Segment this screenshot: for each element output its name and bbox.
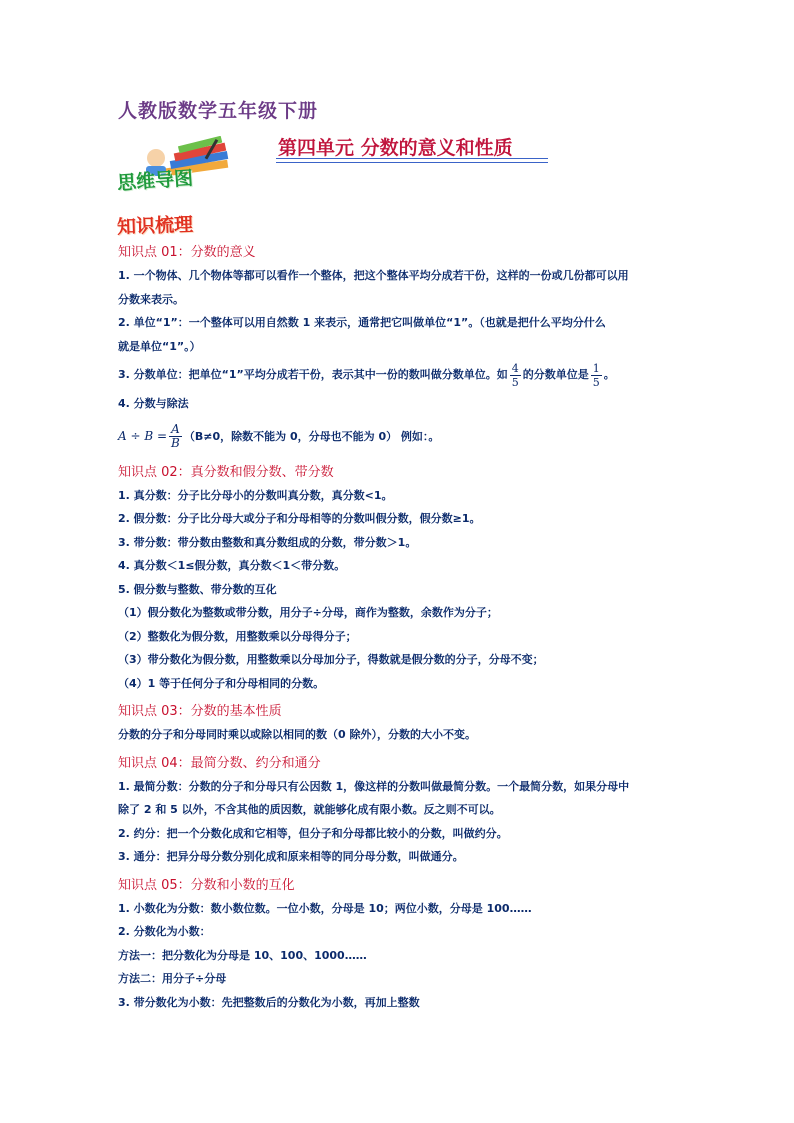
fraction-denominator: 5 [592,375,600,389]
kp2-line: 2. 假分数：分子比分母大或分子和分母相等的分数叫假分数，假分数≥1。 [118,512,481,525]
kp2-line: （3）带分数化为假分数，用整数乘以分母加分子，得数就是假分数的分子，分母不变； [118,653,544,666]
kp4-line: 1. 最简分数：分数的分子和分母只有公因数 1，像这样的分数叫做最简分数。一个最简分数，如果分母中 [118,779,630,793]
kp1-line-4: 4. 分数与除法 [118,397,189,410]
formula-fraction [169,423,182,450]
kp1-heading: 知识点 01：分数的意义 [118,245,256,260]
fraction-denominator: B [171,436,180,450]
kp1-line-1b: 分数来表示。 [118,292,184,306]
kp1-formula [118,416,678,456]
kp2-line: 4. 真分数＜1≤假分数，真分数＜1＜带分数。 [118,559,346,572]
kp2-line: （2）整数化为假分数，用整数乘以分母得分子； [118,629,357,643]
kp5-line: 2. 分数化为小数： [118,925,211,938]
fraction-denominator: 5 [511,375,519,389]
fraction-four-fifths [510,362,521,389]
kp2-line: （1）假分数化为整数或带分数，用分子÷分母，商作为整数，余数作为分子； [118,606,498,619]
knowledge-heading: 知识梳理 [116,213,194,239]
kp4-line: 3. 通分：把异分母分数分别化成和原来相等的同分母分数，叫做通分。 [118,850,464,863]
fraction-numerator: 1 [592,361,600,375]
kp5-heading: 知识点 05：分数和小数的互化 [118,877,295,893]
book-title: 人教版数学五年级下册 [118,100,319,122]
kp2-line: 5. 假分数与整数、带分数的互化 [118,582,277,596]
fraction-numerator: A [169,423,182,437]
fraction-numerator: 4 [511,361,519,375]
kp4-line: 2. 约分：把一个分数化成和它相等，但分子和分母都比较小的分数，叫做约分。 [118,826,508,840]
kp2-line: 1. 真分数：分子比分母小的分数叫真分数，真分数<1。 [118,488,393,502]
kp2-heading: 知识点 02：真分数和假分数、带分数 [118,464,334,480]
kp1-line-3 [118,358,678,392]
kp4-heading: 知识点 04：最简分数、约分和通分 [118,755,321,771]
formula-lhs: A ÷ B = [118,428,168,443]
kp2-line: （4）1 等于任何分子和分母相同的分数。 [118,676,325,690]
kp2-line: 3. 带分数：带分数由整数和真分数组成的分数，带分数＞1。 [118,535,417,549]
kp3-line: 分数的分子和分母同时乘以或除以相同的数（0 除外），分数的大小不变。 [118,728,476,741]
kp3-heading: 知识点 03：分数的基本性质 [118,704,282,719]
kp1-line-2b: 就是单位“1”。） [118,339,201,353]
kp5-line: 方法一：把分数化为分母是 10、100、1000…… [118,948,367,962]
kp1-line-3-text: 3. 分数单位：把单位“1”平均分成若干份，表示其中一份的数叫做分数单位。如 [118,368,508,381]
unit-title-underline [276,158,548,163]
kp4-line: 除了 2 和 5 以外，不含其他的质因数，就能够化成有限小数。反之则不可以。 [118,803,501,816]
unit-title: 第四单元 分数的意义和性质 [278,137,513,159]
fraction-one-fifth [591,362,602,389]
kp1-line-1a: 1. 一个物体、几个物体等都可以看作一个整体，把这个整体平均分成若干份，这样的一份或几份都可以用 [118,269,629,282]
kp5-line: 3. 带分数化为小数：先把整数后的分数化为小数，再加上整数 [118,995,420,1009]
kp5-line: 方法二：用分子÷分母 [118,972,227,985]
content [118,242,678,1014]
formula-note: （B≠0，除数不能为 0，分母也不能为 0） 例如：。 [183,429,440,443]
mindmap-heading: 思维导图 [116,167,194,195]
kp5-line: 1. 小数化为分数：数小数位数。一位小数，分母是 10；两位小数，分母是 100…… [118,901,532,915]
kp1-line-3-middle: 的分数单位是 [522,368,589,381]
kp1-line-3-end: 。 [603,368,615,381]
kp1-line-2a: 2. 单位“1”：一个整体可以用自然数 1 来表示，通常把它叫做单位“1”。（也就是把什么平均分什么 [118,316,606,329]
